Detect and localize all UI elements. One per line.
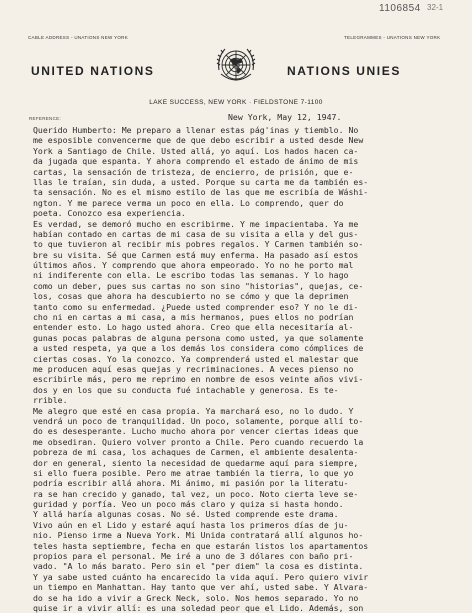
- archive-number: 1106854: [379, 3, 421, 14]
- cable-address-right: TELEGRAMMES - UNATIONS NEW YORK: [344, 35, 441, 40]
- letter-body: [33, 125, 469, 613]
- org-name-french: NATIONS UNIES: [287, 64, 401, 78]
- letter-line: pobreza de mi casa, los achaques de Carmen, el ambiente desalenta-: [33, 447, 359, 458]
- letter-line: York a Santiago de Chile. Usted allá, yo aquí. Los hados hacen ca-: [33, 145, 359, 156]
- letter-line: a usted respeta, ya que a los demás los considera como cómplices de: [33, 343, 364, 354]
- org-name-english: UNITED NATIONS: [31, 64, 155, 78]
- letter-line: podría escribir allá ahora. Mi ánimo, mi pasión por la literatu-: [33, 478, 349, 489]
- letter-line: ta sensación. No es el mismo estilo de las que me escribía de Wáshi-: [33, 187, 369, 198]
- letter-line: quise ir a vivir allí: es una soledad peor que el Lido. Además, son: [33, 602, 364, 613]
- letter-line: poeta. Conozco esa experiencia.: [33, 208, 186, 219]
- letter-line: vado. "A lo más barato. Pero sin el "per diem" la cosa es distinta.: [33, 561, 364, 572]
- letter-line: Vivo aún en el Lido y estaré aquí hasta los primeros días de ju-: [33, 519, 349, 530]
- letter-line: Y ya sabe usted cuánto ha encarecido la vida aquí. Pero quiero vivir: [33, 571, 369, 582]
- letter-line: cho ni en cartas a mi casa, a mis hermanos, pues ellos no podrían: [33, 312, 354, 323]
- letter-line: ni indiferente con ella. Le escribo todas las semanas. Y lo hago: [33, 270, 349, 281]
- letter-line: Querido Humberto: Me preparo a llenar estas pág'inas y tiemblo. No: [33, 125, 359, 135]
- un-emblem-icon: [213, 44, 259, 90]
- letter-line: un tiempo en Manhattan. Hay tanto que ver ahí, usted sabe. Y Alvara-: [33, 582, 369, 593]
- letter-line: da jugada que espanta. Y ahora comprendo el estado de ánimo de mis: [33, 156, 359, 167]
- letter-line: bre su visita. Sé que Carmen está muy enferma. Ha pasado así estos: [33, 249, 359, 260]
- letter-line: habían contado en cartas de mi casa de su visita a ella y del gus-: [33, 228, 359, 239]
- reference-label: REFERENCE:: [29, 116, 62, 121]
- letter-line: ngton. Y me parece verma un poco en ella. Lo comprendo, quer do: [33, 197, 344, 208]
- letter-line: Es verdad, se demoró mucho en escribirme. Y me impacientaba. Ya me: [33, 218, 359, 229]
- letter-line: do se ha ido a vivir a Greck Neck, solo. Nos hemos separado. Yo no: [33, 592, 359, 603]
- letter-line: guridad y porfía. Veo un poco más claro y quiza si hasta hondo.: [33, 499, 344, 510]
- letter-line: vendrá un poco de tranquilidad. Un poco, solamente, porque allí to-: [33, 415, 364, 426]
- letter-line: ra se han crecido y ganado, tal vez, un poco. Noto cierta leve se-: [33, 488, 359, 499]
- letter-line: Me alegro que esté en casa propia. Ya marchará eso, no lo dudo. Y: [33, 405, 354, 416]
- letter-line: to que tuvieron al recibir mis pobres regalos. Y Carmen también so-: [33, 239, 364, 250]
- letter-line: propios para el personal. Me iré a uno de 3 dólares con baño pri-: [33, 551, 354, 562]
- letter-line: do es desesperante. Lucho mucho ahora por vencer ciertas ideas que: [33, 426, 359, 437]
- letter-line: me esposible convencerme que de que debo escribir a usted desde New: [33, 135, 364, 146]
- letter-line: escribirle más, pero me reprimo en nombre de esos veinte años vivi-: [33, 374, 364, 385]
- letterhead-address: LAKE SUCCESS, NEW YORK · FIELDSTONE 7-1100: [149, 99, 323, 106]
- letter-line: teles hasta septiembre, fecha en que estarán listos los apartamentos: [33, 540, 369, 551]
- letter-line: nio. Pienso irme a Nueva York. Mi Unida contratará allí algunos ho-: [33, 530, 364, 541]
- letter-line: tanto como su enfermedad. ¿Puede usted comprender eso? Y no le di-: [33, 301, 359, 312]
- letter-line: últimos años. Y comprendo que ahora empeorado. Yo no he porto mal: [33, 260, 354, 271]
- archive-mark: 32-1: [427, 3, 444, 12]
- letter-line: rrible.: [33, 395, 68, 406]
- letter-line: Y allá haría algunas cosas. No sé. Usted comprende este drama.: [33, 509, 339, 520]
- letter-line: si ello fuera posible. Pero me atrae también la tierra, lo que yo: [33, 467, 354, 478]
- letter-line: entender esto. Lo hago usted ahora. Creo que ella necesitaría al-: [33, 322, 354, 333]
- letter-line: me obsediran. Quiero volver pronto a Chile. Pero cuando recuerdo la: [33, 436, 364, 447]
- letter-date: New York, May 12, 1947.: [228, 112, 342, 122]
- letter-line: cartas, la sensación de tristeza, de encierro, de prisión, que e-: [33, 166, 354, 177]
- letter-line: gunas pocas palabras de alguna persona como usted, ya que solamente: [33, 332, 364, 343]
- letter-line: como un deber, pues sus cartas no son sino "historias", quejas, ce-: [33, 280, 364, 291]
- letter-line: dos y en los que su conducta fué intachable y generosa. Es te-: [33, 384, 339, 395]
- letter-line: dor en general, siento la necesidad de quedarme aquí para siempre,: [33, 457, 359, 468]
- letter-line: llas le traían, sin duda, a usted. Porque su carta me da también es-: [33, 176, 369, 187]
- letter-line: ciertas cosas. Yo la conozco. Ya comprenderá usted el malestar que: [33, 353, 359, 364]
- cable-address-left: CABLE ADDRESS - UNATIONS NEW YORK: [28, 35, 129, 40]
- letter-line: los, cosas que ahora ha descubierto no se cómo y que la deprimen: [33, 291, 349, 302]
- letter-line: me producen aquí esas quejas y recriminaciones. A veces pienso no: [33, 363, 354, 374]
